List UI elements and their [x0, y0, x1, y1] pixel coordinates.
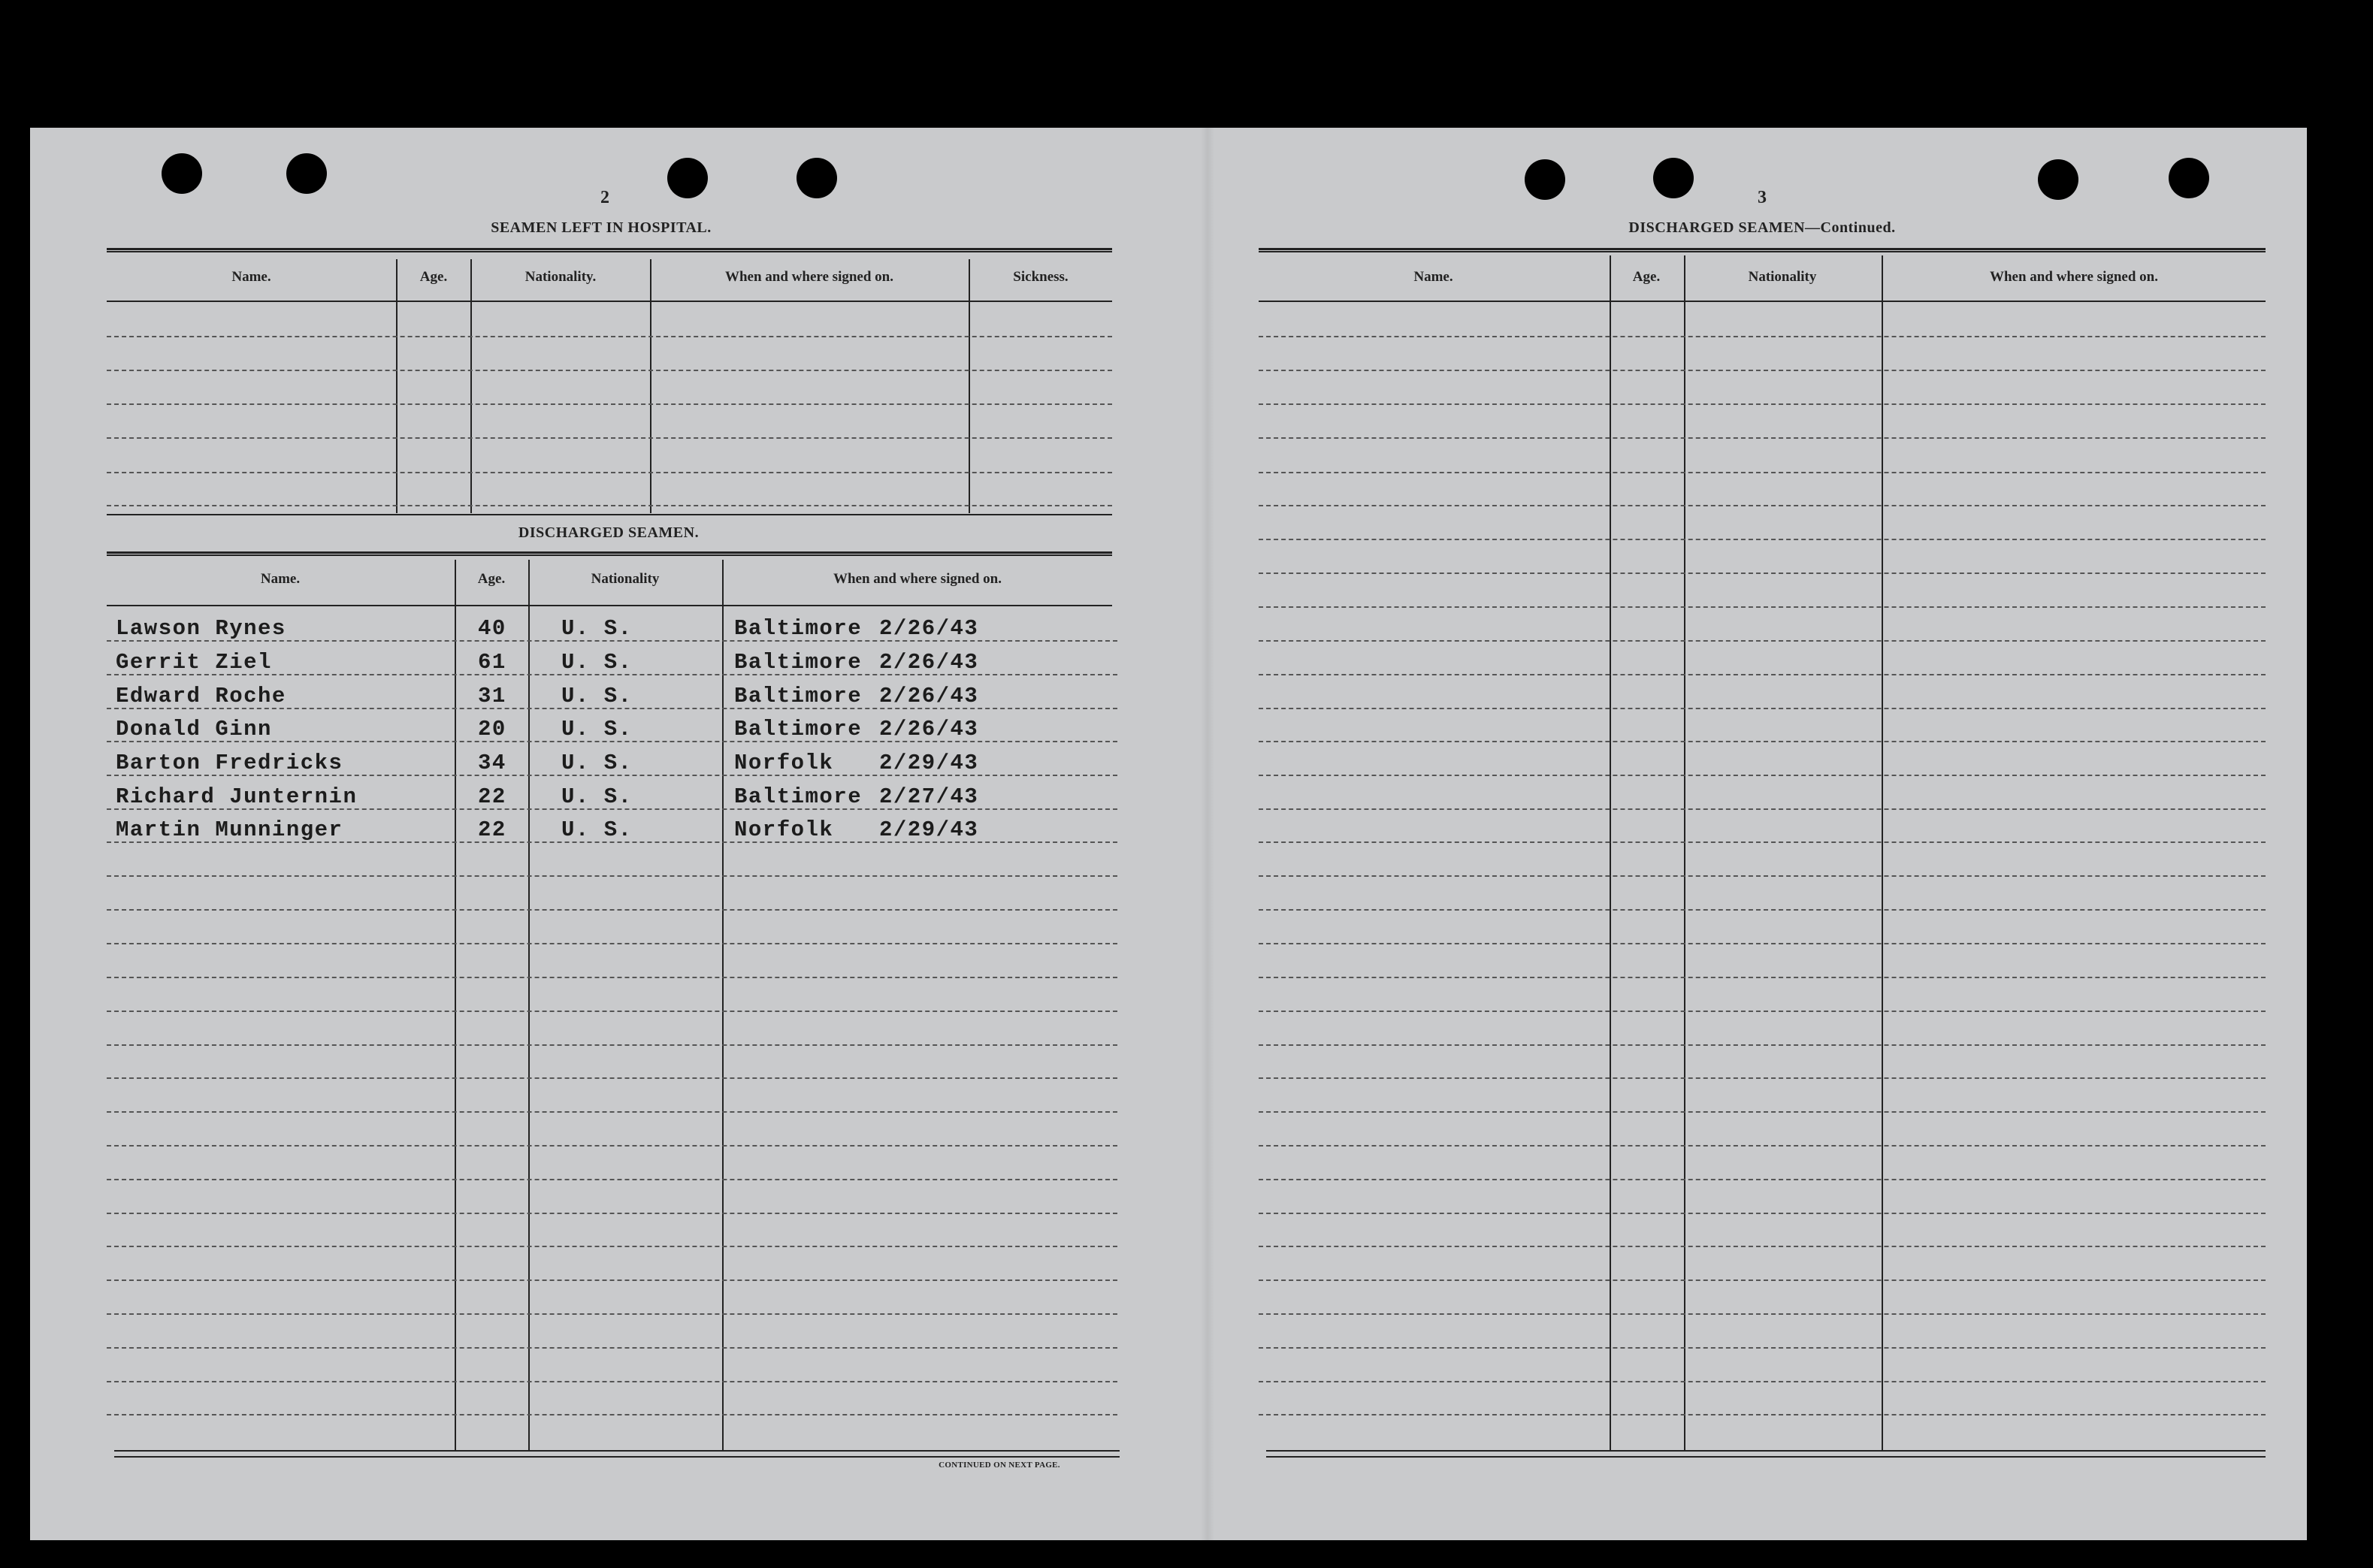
dotted-row-line — [107, 1179, 1117, 1180]
binder-hole — [1653, 158, 1694, 198]
seaman-nationality: U. S. — [561, 684, 633, 708]
binder-hole — [1525, 159, 1565, 200]
signed-on-date: 2/27/43 — [879, 784, 979, 809]
signed-on-place: Norfolk — [734, 751, 834, 775]
dotted-row-line — [107, 875, 1117, 877]
dotted-row-line — [1259, 1313, 2266, 1315]
hospital-col-age: Age. — [419, 269, 448, 285]
seaman-nationality: U. S. — [561, 751, 633, 775]
dotted-row-line — [1259, 775, 2266, 776]
dotted-row-line — [107, 909, 1117, 911]
hospital-col-signed-on: When and where signed on. — [724, 269, 893, 285]
dotted-row-line — [1259, 1246, 2266, 1247]
seaman-age: 61 — [478, 650, 506, 675]
dotted-row-line — [1259, 808, 2266, 810]
dotted-row-line — [1259, 437, 2266, 439]
continued-col-age: Age. — [1632, 269, 1661, 285]
seaman-age: 31 — [478, 684, 506, 708]
signed-on-place: Norfolk — [734, 817, 834, 842]
discharged-col-nationality: Nationality — [591, 571, 660, 587]
table-top-rule — [107, 248, 1112, 252]
seaman-nationality: U. S. — [561, 817, 633, 842]
signed-on-date: 2/26/43 — [879, 616, 979, 641]
seaman-name: Gerrit Ziel — [116, 650, 272, 675]
page-number: 3 — [1758, 188, 1767, 207]
hospital-col-sickness: Sickness. — [1013, 269, 1069, 285]
seaman-age: 40 — [478, 616, 506, 641]
seaman-name: Donald Ginn — [116, 717, 272, 742]
signed-on-date: 2/26/43 — [879, 650, 979, 675]
signed-on-date: 2/26/43 — [879, 717, 979, 742]
dotted-row-line — [107, 1145, 1117, 1147]
continued-col-nationality: Nationality — [1748, 269, 1817, 285]
column-divider — [1882, 255, 1883, 1450]
dotted-row-line — [107, 437, 1112, 439]
dotted-row-line — [107, 1044, 1117, 1046]
dotted-row-line — [107, 472, 1112, 473]
dotted-row-line — [107, 505, 1112, 506]
column-divider — [1684, 255, 1685, 1450]
dotted-row-line — [107, 943, 1117, 944]
dotted-row-line — [107, 1111, 1117, 1113]
seaman-nationality: U. S. — [561, 650, 633, 675]
signed-on-place: Baltimore — [734, 616, 863, 641]
discharged-section-title: DISCHARGED SEAMEN. — [518, 524, 700, 541]
table-bottom-rule — [114, 1450, 1120, 1452]
dotted-row-line — [107, 336, 1112, 337]
dotted-row-line — [1259, 640, 2266, 642]
page-number: 2 — [600, 188, 609, 207]
seaman-age: 22 — [478, 784, 506, 809]
header-rule — [1259, 301, 2266, 302]
seaman-name: Martin Munninger — [116, 817, 343, 842]
continued-col-name: Name. — [1413, 269, 1453, 285]
dotted-row-line — [1259, 1077, 2266, 1079]
dotted-row-line — [1259, 909, 2266, 911]
dotted-row-line — [1259, 708, 2266, 709]
document-paper — [30, 128, 2307, 1540]
discharged-continued-title: DISCHARGED SEAMEN—Continued. — [1628, 219, 1896, 236]
header-rule — [107, 605, 1112, 606]
dotted-row-line — [1259, 1279, 2266, 1281]
dotted-row-line — [1259, 1011, 2266, 1012]
signed-on-place: Baltimore — [734, 784, 863, 809]
discharged-col-age: Age. — [477, 571, 506, 587]
table-top-rule — [107, 551, 1112, 556]
dotted-row-line — [1259, 1347, 2266, 1349]
dotted-row-line — [1259, 505, 2266, 506]
seaman-name: Edward Roche — [116, 684, 286, 708]
dotted-row-line — [107, 977, 1117, 978]
dotted-row-line — [1259, 472, 2266, 473]
column-divider — [455, 560, 456, 1450]
binder-hole — [667, 158, 708, 198]
dotted-row-line — [1259, 1145, 2266, 1147]
dotted-row-line — [107, 403, 1112, 405]
signed-on-date: 2/26/43 — [879, 684, 979, 708]
dotted-row-line — [1259, 403, 2266, 405]
column-divider — [650, 259, 651, 513]
seaman-name: Barton Fredricks — [116, 751, 343, 775]
column-divider — [969, 259, 970, 513]
signed-on-date: 2/29/43 — [879, 751, 979, 775]
column-divider — [470, 259, 472, 513]
header-rule — [107, 301, 1112, 302]
seaman-nationality: U. S. — [561, 717, 633, 742]
table-top-rule — [1259, 248, 2266, 252]
hospital-section-title: SEAMEN LEFT IN HOSPITAL. — [491, 219, 712, 236]
signed-on-place: Baltimore — [734, 717, 863, 742]
hospital-col-name: Name. — [231, 269, 271, 285]
seaman-name: Richard Junternin — [116, 784, 358, 809]
continued-col-signed-on: When and where signed on. — [1989, 269, 2158, 285]
seaman-name: Lawson Rynes — [116, 616, 286, 641]
seaman-age: 20 — [478, 717, 506, 742]
signed-on-date: 2/29/43 — [879, 817, 979, 842]
dotted-row-line — [1259, 1381, 2266, 1382]
discharged-col-signed-on: When and where signed on. — [833, 571, 1002, 587]
dotted-row-line — [107, 370, 1112, 371]
table-bottom-rule — [1266, 1450, 2266, 1452]
dotted-row-line — [1259, 1044, 2266, 1046]
binder-hole — [797, 158, 837, 198]
dotted-row-line — [1259, 336, 2266, 337]
binder-hole — [162, 153, 202, 194]
column-divider — [1610, 255, 1611, 1450]
dotted-row-line — [107, 1381, 1117, 1382]
dotted-row-line — [107, 1414, 1117, 1415]
dotted-row-line — [1259, 977, 2266, 978]
signed-on-place: Baltimore — [734, 684, 863, 708]
discharged-col-name: Name. — [260, 571, 301, 587]
dotted-row-line — [107, 1246, 1117, 1247]
column-divider — [396, 259, 398, 513]
dotted-row-line — [1259, 1111, 2266, 1113]
page-fold — [1201, 128, 1214, 1540]
column-divider — [722, 560, 724, 1450]
dotted-row-line — [107, 1279, 1117, 1281]
binder-hole — [2038, 159, 2078, 200]
table-bottom-rule — [114, 1456, 1120, 1458]
dotted-row-line — [1259, 1414, 2266, 1415]
dotted-row-line — [107, 1213, 1117, 1214]
dotted-row-line — [107, 1011, 1117, 1012]
dotted-row-line — [1259, 370, 2266, 371]
signed-on-place: Baltimore — [734, 650, 863, 675]
seaman-nationality: U. S. — [561, 616, 633, 641]
dotted-row-line — [107, 1347, 1117, 1349]
table-bottom-rule — [1266, 1456, 2266, 1458]
binder-hole — [2169, 158, 2209, 198]
seaman-age: 22 — [478, 817, 506, 842]
dotted-row-line — [1259, 741, 2266, 742]
dotted-row-line — [1259, 1179, 2266, 1180]
seaman-nationality: U. S. — [561, 784, 633, 809]
dotted-row-line — [1259, 573, 2266, 574]
dotted-row-line — [1259, 1213, 2266, 1214]
binder-hole — [286, 153, 327, 194]
column-divider — [528, 560, 530, 1450]
dotted-row-line — [1259, 841, 2266, 843]
continued-note: CONTINUED ON NEXT PAGE. — [939, 1461, 1060, 1470]
dotted-row-line — [107, 1313, 1117, 1315]
hospital-col-nationality: Nationality. — [524, 269, 597, 285]
dotted-row-line — [1259, 943, 2266, 944]
seaman-age: 34 — [478, 751, 506, 775]
table-bottom-rule — [107, 514, 1112, 515]
dotted-row-line — [1259, 539, 2266, 540]
dotted-row-line — [107, 1077, 1117, 1079]
dotted-row-line — [1259, 875, 2266, 877]
dotted-row-line — [1259, 674, 2266, 675]
dotted-row-line — [1259, 606, 2266, 608]
